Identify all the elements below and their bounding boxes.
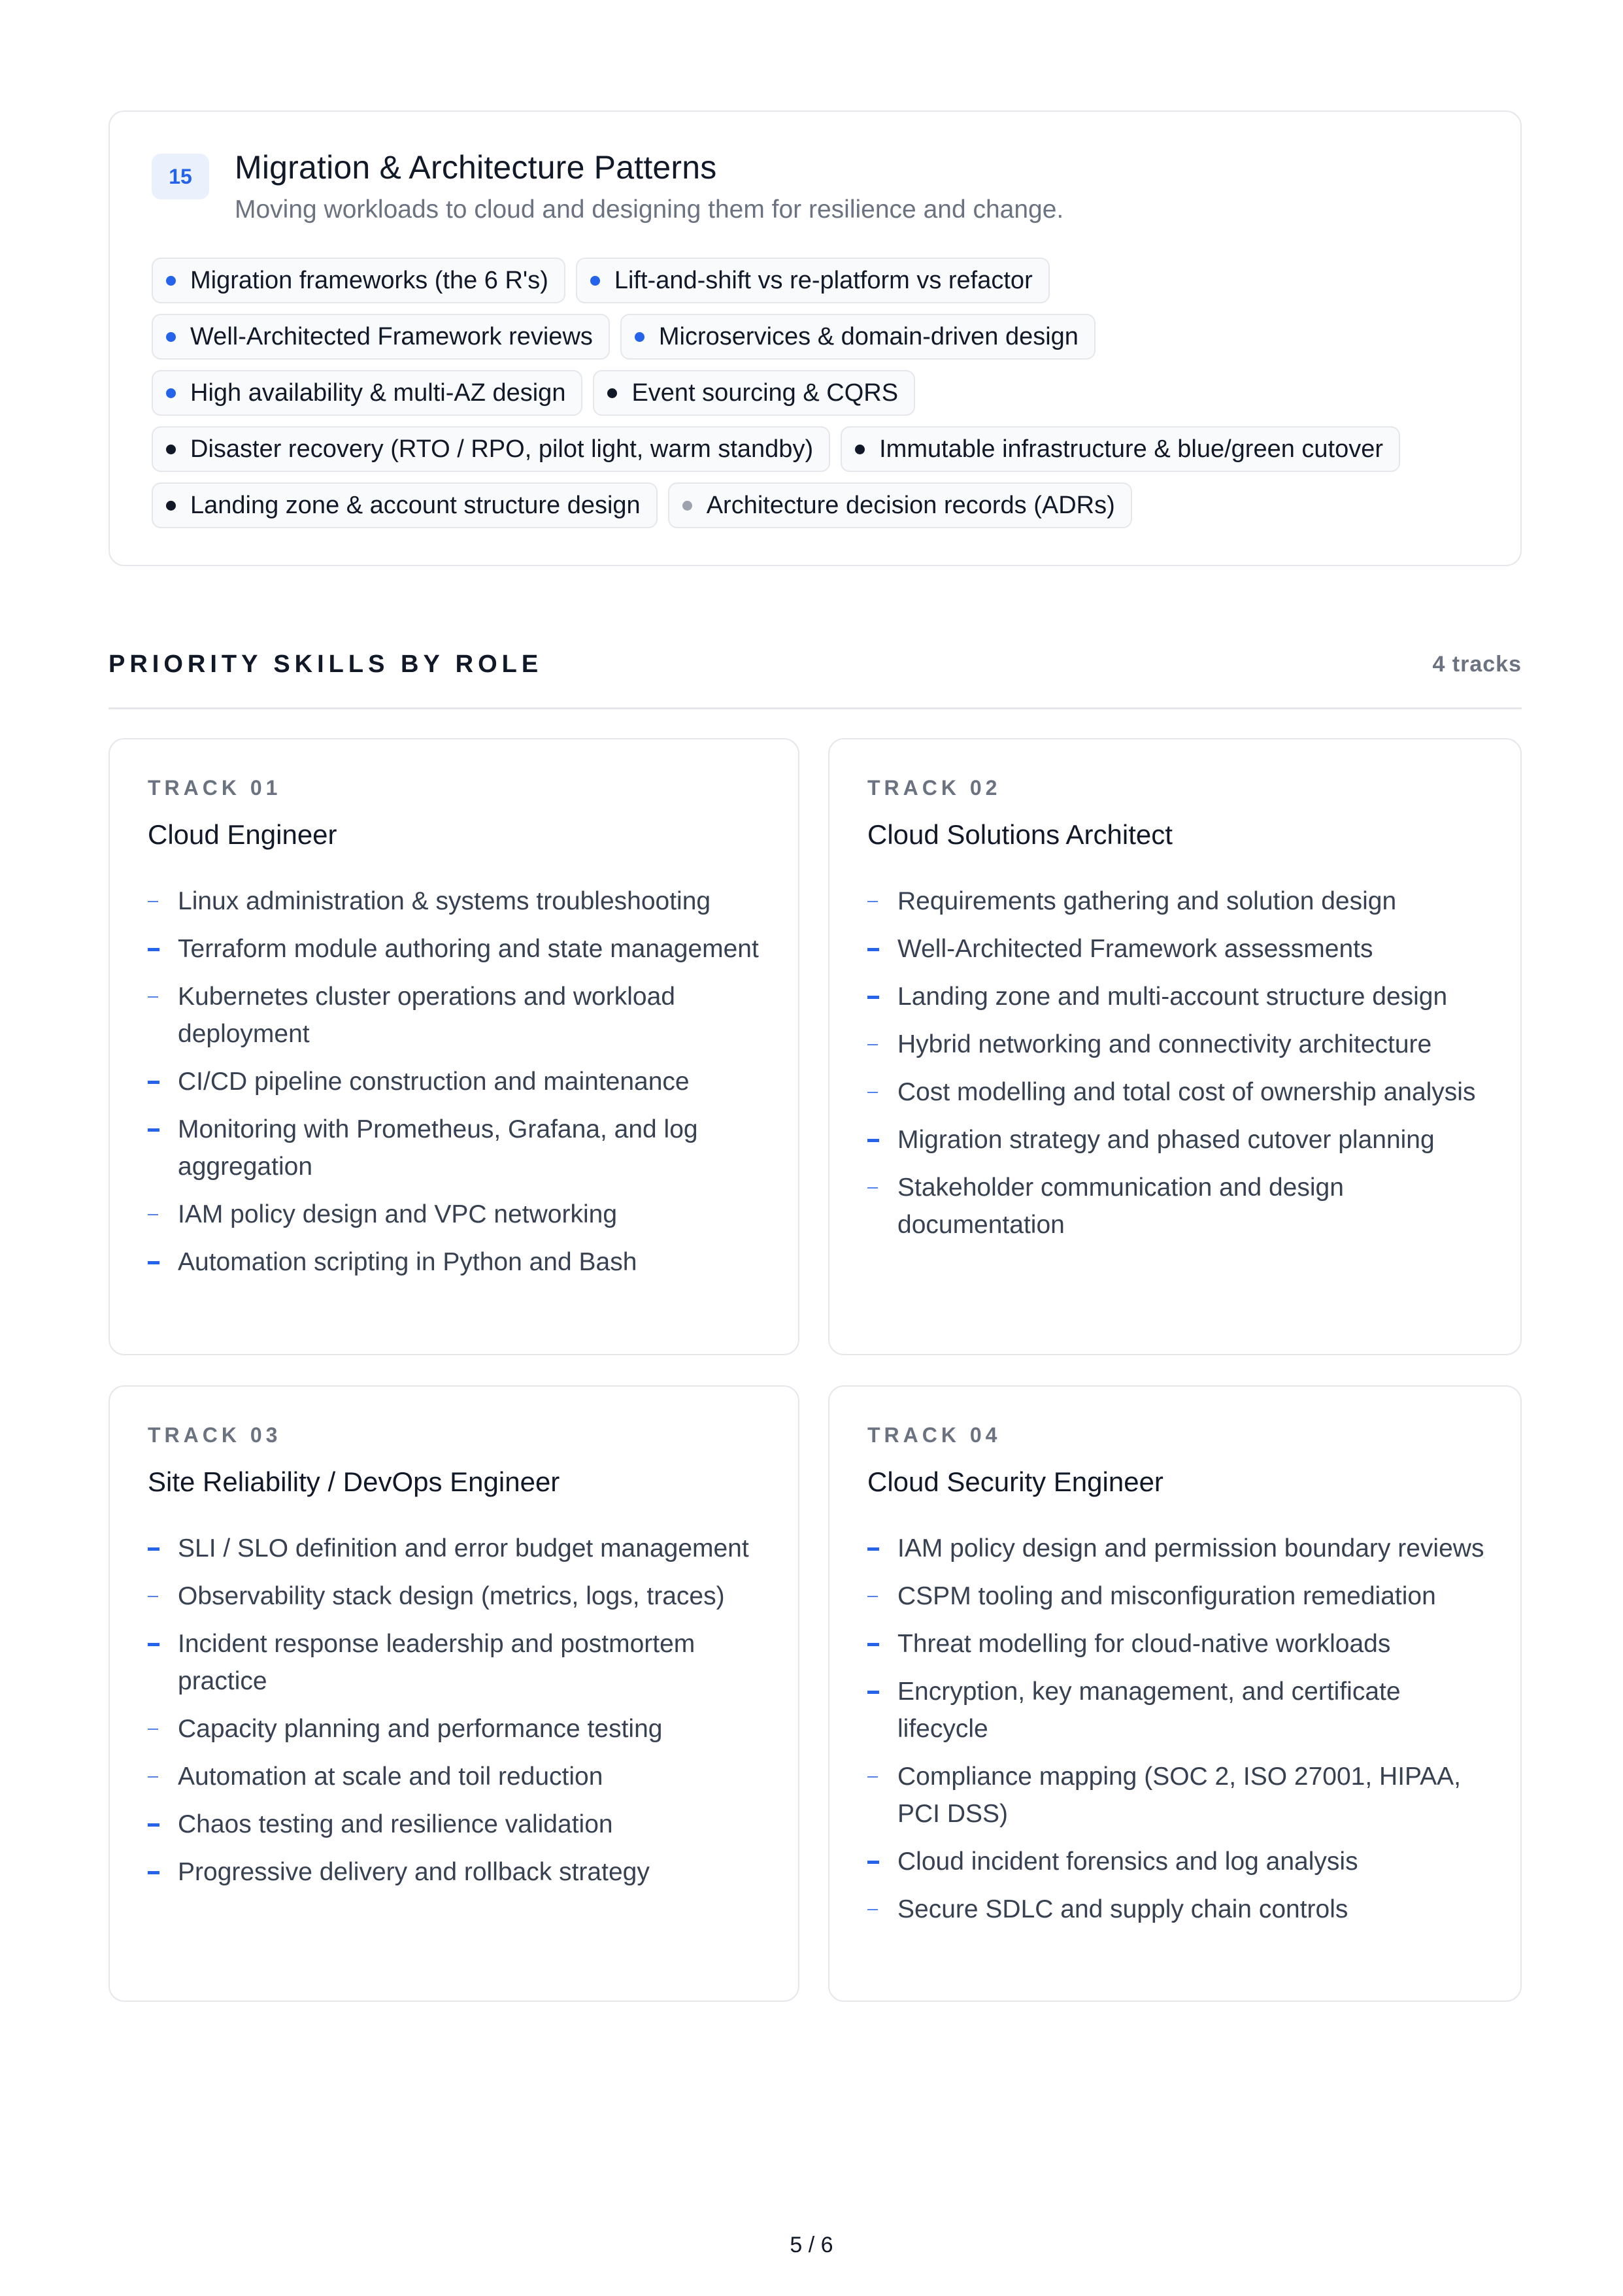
list-item: Automation at scale and toil reduction <box>148 1758 772 1795</box>
skill-chip <box>576 258 1050 303</box>
dash-bullet-icon <box>148 1643 159 1646</box>
list-item: Capacity planning and performance testing <box>148 1710 772 1747</box>
level-dot-icon <box>166 501 176 511</box>
skill-chip-label: Architecture decision records (ADRs) <box>706 491 1115 519</box>
list-item: Monitoring with Prometheus, Grafana, and log aggregation <box>148 1111 772 1185</box>
topic-number-badge: 15 <box>152 154 209 199</box>
track-label: TRACK 01 <box>148 776 282 800</box>
dash-bullet-icon <box>148 901 158 902</box>
track-skill-list <box>148 1530 772 1901</box>
skill-chip-label: Landing zone & account structure design <box>190 491 641 519</box>
track-label: TRACK 03 <box>148 1423 282 1447</box>
skill-chip <box>841 426 1400 472</box>
list-item: Automation scripting in Python and Bash <box>148 1243 772 1281</box>
list-item: Kubernetes cluster operations and workload deployment <box>148 978 772 1053</box>
list-item: CI/CD pipeline construction and maintenance <box>148 1063 772 1100</box>
skill-chip <box>152 482 658 528</box>
track-title: Cloud Solutions Architect <box>867 819 1173 850</box>
track-title: Cloud Engineer <box>148 819 337 850</box>
list-item: Encryption, key management, and certificate lifecycle <box>867 1673 1494 1747</box>
dash-bullet-icon <box>867 1596 878 1597</box>
track-count: 4 tracks <box>1432 652 1522 677</box>
level-dot-icon <box>635 332 644 342</box>
skill-chip-label: Lift-and-shift vs re-platform vs refactor <box>614 266 1033 294</box>
skill-chip-label: High availability & multi-AZ design <box>190 379 566 407</box>
track-title: Site Reliability / DevOps Engineer <box>148 1466 560 1497</box>
topic-subtitle: Moving workloads to cloud and designing them for resilience and change. <box>235 195 1064 224</box>
list-item: Well-Architected Framework assessments <box>867 930 1494 968</box>
dash-bullet-icon <box>148 1128 159 1132</box>
dash-bullet-icon <box>867 1776 878 1778</box>
dash-bullet-icon <box>148 1729 158 1730</box>
skill-chip-label: Migration frameworks (the 6 R's) <box>190 266 548 294</box>
skill-chip <box>668 482 1132 528</box>
level-dot-icon <box>166 332 176 342</box>
level-dot-icon <box>166 445 176 454</box>
dash-bullet-icon <box>148 1871 159 1874</box>
dash-bullet-icon <box>148 1547 159 1551</box>
dash-bullet-icon <box>867 1691 879 1694</box>
list-item: Observability stack design (metrics, logs, traces) <box>148 1578 772 1615</box>
page-number: 5 / 6 <box>790 2233 833 2257</box>
list-item: CSPM tooling and misconfiguration remediation <box>867 1578 1494 1615</box>
dash-bullet-icon <box>867 1139 879 1142</box>
dash-bullet-icon <box>867 1187 878 1189</box>
track-skill-list <box>867 1530 1494 1938</box>
skill-chip-label: Microservices & domain-driven design <box>658 322 1079 350</box>
list-item: Threat modelling for cloud-native workloads <box>867 1625 1494 1663</box>
dash-bullet-icon <box>867 1909 878 1910</box>
dash-bullet-icon <box>148 948 159 951</box>
list-item: Hybrid networking and connectivity architecture <box>867 1026 1494 1063</box>
dash-bullet-icon <box>867 948 879 951</box>
track-card-cloud-solutions-architect <box>828 738 1522 1355</box>
dash-bullet-icon <box>867 996 879 999</box>
skill-chip <box>152 314 610 360</box>
list-item: Secure SDLC and supply chain controls <box>867 1891 1494 1928</box>
track-label: TRACK 02 <box>867 776 1001 800</box>
dash-bullet-icon <box>148 1081 159 1084</box>
list-item: Cost modelling and total cost of ownership analysis <box>867 1073 1494 1111</box>
level-dot-icon <box>855 445 865 454</box>
list-item: Chaos testing and resilience validation <box>148 1806 772 1843</box>
track-skill-list <box>867 883 1494 1254</box>
track-card-cloud-engineer <box>109 738 799 1355</box>
list-item: Incident response leadership and postmortem practice <box>148 1625 772 1700</box>
list-item: Compliance mapping (SOC 2, ISO 27001, HIPAA, PCI DSS) <box>867 1758 1494 1832</box>
level-dot-icon <box>682 501 692 511</box>
list-item: Linux administration & systems troubleshooting <box>148 883 772 920</box>
list-item: Migration strategy and phased cutover planning <box>867 1121 1494 1158</box>
dash-bullet-icon <box>867 1092 878 1093</box>
dash-bullet-icon <box>148 1823 159 1827</box>
dash-bullet-icon <box>867 901 878 902</box>
level-dot-icon <box>166 388 176 398</box>
dash-bullet-icon <box>867 1044 878 1045</box>
skill-chip-list <box>152 258 1492 528</box>
list-item: Landing zone and multi-account structure design <box>867 978 1494 1015</box>
skill-chip-label: Disaster recovery (RTO / RPO, pilot light, warm standby) <box>190 435 814 463</box>
track-card-sre-devops-engineer <box>109 1385 799 2002</box>
dash-bullet-icon <box>148 1214 158 1215</box>
track-skill-list <box>148 883 772 1291</box>
track-title: Cloud Security Engineer <box>867 1466 1163 1497</box>
dash-bullet-icon <box>148 1776 158 1778</box>
skill-chip <box>152 258 565 303</box>
topic-card <box>109 110 1522 566</box>
dash-bullet-icon <box>867 1643 879 1646</box>
dash-bullet-icon <box>148 1596 158 1597</box>
skill-chip <box>620 314 1096 360</box>
track-label: TRACK 04 <box>867 1423 1001 1447</box>
skill-chip <box>152 370 582 416</box>
list-item: IAM policy design and VPC networking <box>148 1196 772 1233</box>
list-item: Requirements gathering and solution design <box>867 883 1494 920</box>
skill-chip-label: Event sourcing & CQRS <box>631 379 899 407</box>
track-card-cloud-security-engineer <box>828 1385 1522 2002</box>
list-item: SLI / SLO definition and error budget management <box>148 1530 772 1567</box>
list-item: Cloud incident forensics and log analysis <box>867 1843 1494 1880</box>
dash-bullet-icon <box>148 1261 159 1264</box>
skill-chip <box>152 426 830 472</box>
topic-title: Migration & Architecture Patterns <box>235 149 717 186</box>
skill-chip <box>593 370 915 416</box>
dash-bullet-icon <box>867 1547 879 1551</box>
skill-chip-label: Well-Architected Framework reviews <box>190 322 593 350</box>
dash-bullet-icon <box>148 996 158 998</box>
list-item: IAM policy design and permission boundary reviews <box>867 1530 1494 1567</box>
list-item: Stakeholder communication and design documentation <box>867 1169 1494 1243</box>
level-dot-icon <box>590 276 600 286</box>
level-dot-icon <box>166 276 176 286</box>
section-title: PRIORITY SKILLS BY ROLE <box>109 650 543 678</box>
level-dot-icon <box>607 388 617 398</box>
list-item: Terraform module authoring and state management <box>148 930 772 968</box>
list-item: Progressive delivery and rollback strategy <box>148 1853 772 1891</box>
section-header <box>109 650 1522 709</box>
dash-bullet-icon <box>867 1861 879 1864</box>
skill-chip-label: Immutable infrastructure & blue/green cutover <box>879 435 1384 463</box>
